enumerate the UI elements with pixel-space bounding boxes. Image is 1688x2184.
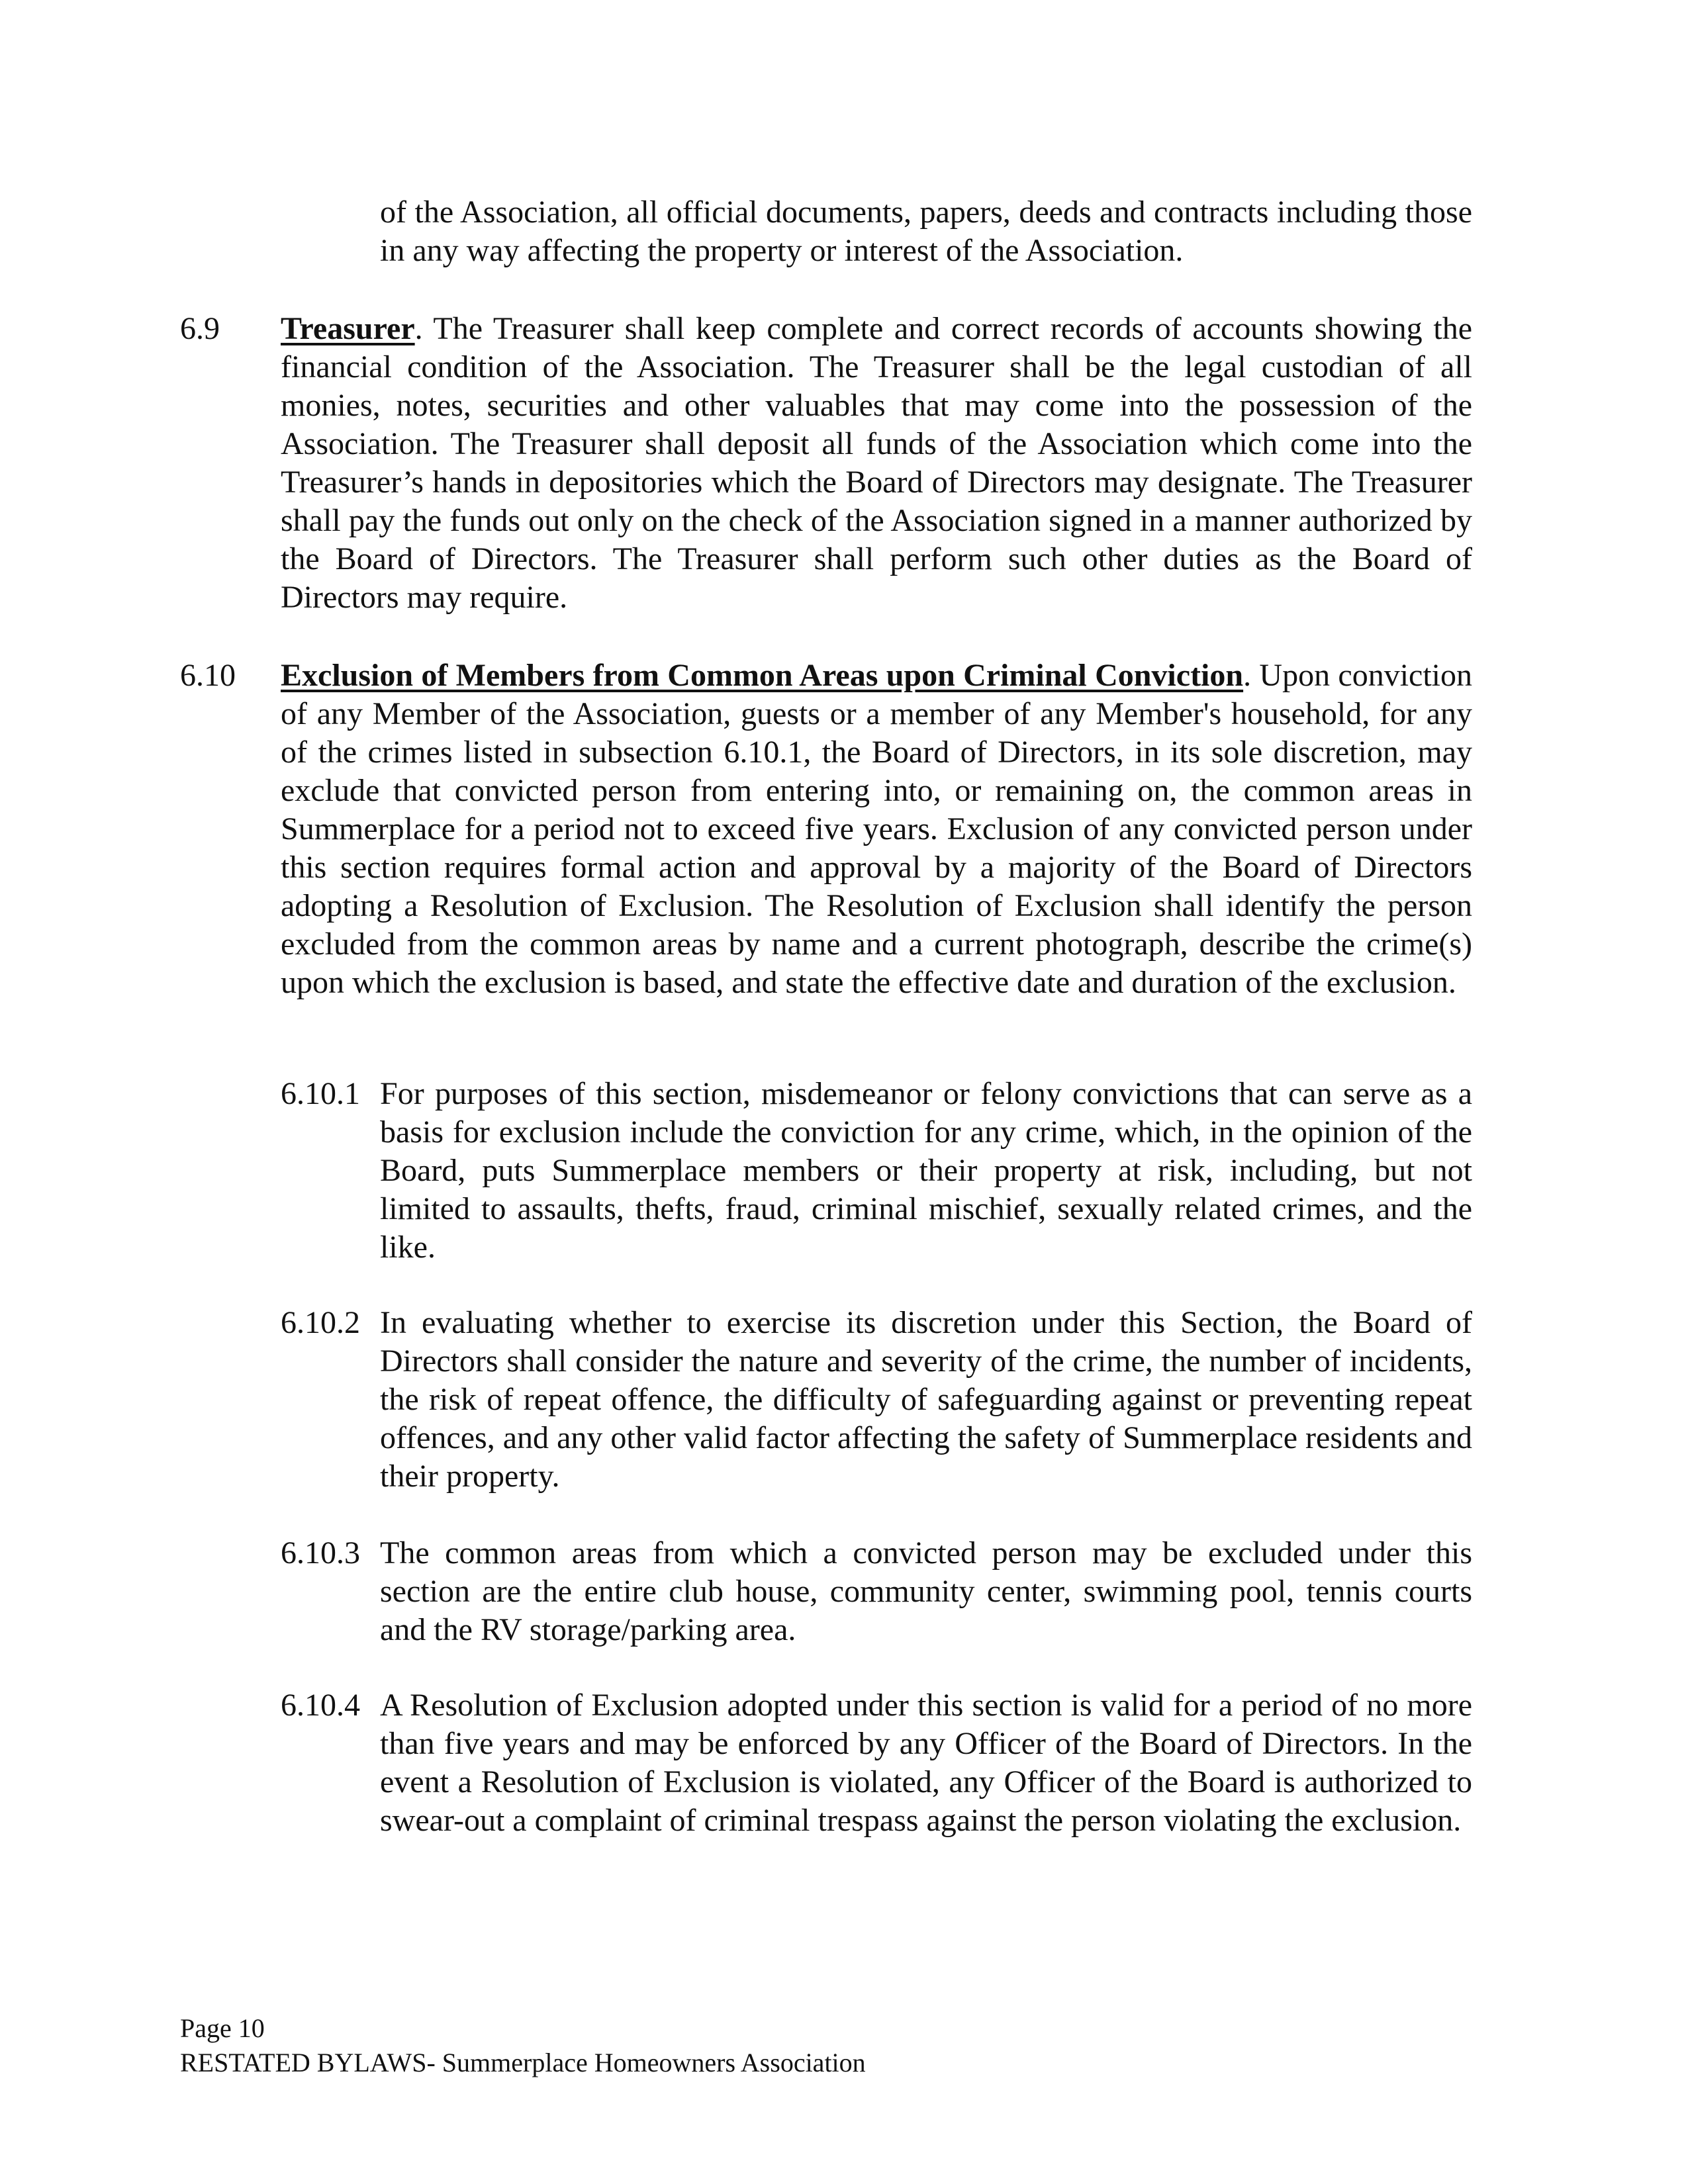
subsection-6-10-4-text: A Resolution of Exclusion adopted under this section is valid for a period of no more than five years and may be enforced by any Officer of the Board of Directors. In the event a Resolution of Exclusion is violated, any Officer of the Board is authorized to swear-out a complaint of criminal trespass against the person violating the exclusion. bbox=[380, 1688, 1472, 1838]
subsection-6-10-1-text: For purposes of this section, misdemeanor or felony convictions that can serve as a basis for exclusion include the conviction for any crime, which, in the opinion of the Board, puts Summerplace members or their property at risk, including, but not limited to assaults, thefts, fraud, criminal mischief, sexually related crimes, and the like. bbox=[380, 1076, 1472, 1265]
section-6-10-paragraph bbox=[281, 657, 1472, 1002]
section-6-10-heading: Exclusion of Members from Common Areas upon Criminal Conviction bbox=[281, 658, 1244, 693]
subsection-6-10-1-number: 6.10.1 bbox=[281, 1076, 360, 1111]
section-6-10-body: . Upon conviction of any Member of the Association, guests or a member of any Member's household, for any of the crimes listed in subsection 6.10.1, the Board of Directors, in its sole discretion, may exclude that convicted person from entering into, or remaining on, the common areas in Summerplace for a period not to exceed five years. Exclusion of any convicted person under this section requires formal action and approval by a majority of the Board of Directors adopting a Resolution of Exclusion. The Resolution of Exclusion shall identify the person excluded from the common areas by name and a current photograph, describe the crime(s) upon which the exclusion is based, and state the effective date and duration of the exclusion. bbox=[281, 658, 1473, 1000]
subsection-6-10-2-text: In evaluating whether to exercise its discretion under this Section, the Board of Directors shall consider the nature and severity of the crime, the number of incidents, the risk of repeat offence, the difficulty of safeguarding against or preventing repeat offences, and any other valid factor affecting the safety of Summerplace residents and their property. bbox=[380, 1305, 1472, 1494]
footer-page-number: Page 10 bbox=[180, 2013, 265, 2043]
subsection-6-10-3-number: 6.10.3 bbox=[281, 1535, 360, 1570]
section-6-9-heading: Treasurer bbox=[281, 311, 415, 346]
subsection-6-10-3-text: The common areas from which a convicted person may be excluded under this section are the entire club house, community center, swimming pool, tennis courts and the RV storage/parking area. bbox=[380, 1535, 1472, 1647]
subsection-6-10-4-number: 6.10.4 bbox=[281, 1688, 360, 1723]
section-6-9-body: . The Treasurer shall keep complete and correct records of accounts showing the financial condition of the Association. The Treasurer shall be the legal custodian of all monies, notes, securities and other valuables that may come into the possession of the Association. The Treasurer shall deposit all funds of the Association which come into the Treasurer’s hands in depositories which the Board of Directors may designate. The Treasurer shall pay the funds out only on the check of the Association signed in a manner authorized by the Board of Directors. The Treasurer shall perform such other duties as the Board of Directors may require. bbox=[281, 311, 1472, 615]
subsection-6-10-2-number: 6.10.2 bbox=[281, 1305, 360, 1340]
footer-document-title: RESTATED BYLAWS- Summerplace Homeowners Association bbox=[180, 2048, 866, 2077]
section-6-9-number: 6.9 bbox=[180, 311, 220, 346]
section-6-9-paragraph bbox=[281, 310, 1472, 617]
section-6-10-number: 6.10 bbox=[180, 658, 236, 693]
intro-paragraph: of the Association, all official documents, papers, deeds and contracts including those in any way affecting the property or interest of the Association. bbox=[380, 195, 1472, 268]
